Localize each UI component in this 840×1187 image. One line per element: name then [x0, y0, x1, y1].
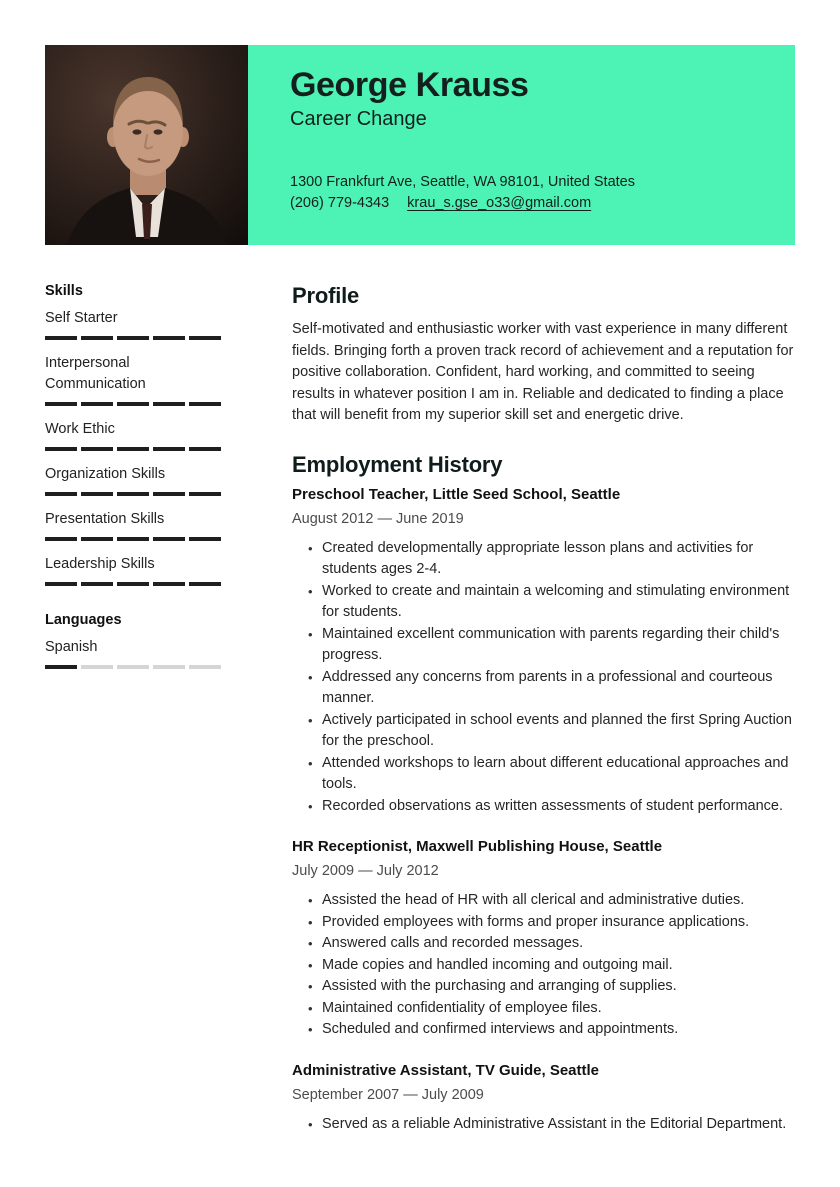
job-title: HR Receptionist, Maxwell Publishing House, Seattle [292, 838, 663, 855]
skill-level-segment [153, 336, 185, 340]
profile-text: Self-motivated and enthusiastic worker with vast experience in many different fields. Bringing forth a proven track record of achievement and a reputation for positive collaboration. Confident, hard working, and committed to seeing results in whatever position I am in. Reliable and dedicated to finding a place that will benefit from my superior skill set and energetic drive. [292, 321, 794, 423]
skill-label: Work Ethic [45, 421, 115, 437]
skill-level-segment [117, 402, 149, 406]
skill-level-segment [45, 447, 77, 451]
skill-label: Leadership Skills [45, 556, 155, 572]
contact-address: 1300 Frankfurt Ave, Seattle, WA 98101, United States [290, 174, 635, 190]
skill-item [45, 464, 221, 496]
job-bullet: • Scheduled and confirmed interviews and appointments. [292, 1019, 795, 1041]
skill-level-bar [45, 582, 221, 586]
skill-level-segment [189, 582, 221, 586]
skill-item [45, 353, 221, 406]
skill-label: Presentation Skills [45, 511, 165, 527]
skill-level-segment [153, 537, 185, 541]
contact-email-link[interactable]: krau_s.gse_o33@gmail.com [407, 195, 592, 211]
candidate-title: Career Change [290, 108, 427, 130]
skill-level-segment [117, 582, 149, 586]
skill-level-bar [45, 447, 221, 451]
job-dates: August 2012 — June 2019 [292, 510, 464, 527]
portrait-illustration [45, 45, 248, 245]
job-entry [292, 838, 795, 1041]
candidate-name: George Krauss [290, 66, 529, 104]
job-entry [292, 1062, 795, 1136]
jobs-list [292, 486, 795, 1136]
job-bullet: • Maintained confidentiality of employee files. [292, 998, 795, 1020]
skill-level-segment [45, 336, 77, 340]
skill-level-segment [189, 336, 221, 340]
resume-header [45, 45, 795, 245]
skill-level-bar [45, 336, 221, 340]
skill-item [45, 637, 221, 669]
skill-level-bar [45, 537, 221, 541]
skills-section [45, 283, 221, 586]
skill-level-segment [189, 492, 221, 496]
languages-list [45, 637, 221, 669]
profile-heading: Profile [292, 283, 360, 308]
content-columns [45, 283, 795, 1156]
skill-level-segment [117, 336, 149, 340]
job-bullet: • Worked to create and maintain a welcoming and stimulating environment for students. [292, 581, 795, 624]
job-bullets [292, 1114, 795, 1136]
profile-photo [45, 45, 248, 245]
languages-heading: Languages [45, 612, 122, 628]
skill-item [45, 509, 221, 541]
header-info [248, 45, 665, 245]
job-entry [292, 486, 795, 818]
skill-level-segment [153, 492, 185, 496]
skill-level-bar [45, 665, 221, 669]
skill-level-segment [117, 665, 149, 669]
skill-level-segment [45, 492, 77, 496]
job-bullet: • Recorded observations as written assessments of student performance. [292, 796, 795, 818]
job-bullet: • Maintained excellent communication with parents regarding their child's progress. [292, 624, 795, 667]
job-bullet: • Actively participated in school events and planned the first Spring Auction for the preschool. [292, 710, 795, 753]
job-bullets [292, 890, 795, 1041]
job-bullet: • Attended workshops to learn about different educational approaches and tools. [292, 753, 795, 796]
job-title: Preschool Teacher, Little Seed School, Seattle [292, 485, 621, 503]
skill-level-segment [81, 492, 113, 496]
sidebar [45, 283, 221, 1156]
skill-label: Self Starter [45, 310, 118, 326]
job-bullet: • Made copies and handled incoming and outgoing mail. [292, 955, 795, 977]
skill-level-segment [81, 402, 113, 406]
job-bullet: • Provided employees with forms and proper insurance applications. [292, 912, 795, 934]
job-dates: July 2009 — July 2012 [292, 863, 439, 879]
skill-level-segment [45, 402, 77, 406]
skill-level-segment [153, 665, 185, 669]
skill-level-bar [45, 492, 221, 496]
job-bullets [292, 538, 795, 818]
job-bullet: • Assisted with the purchasing and arranging of supplies. [292, 976, 795, 998]
skill-level-segment [189, 447, 221, 451]
skill-level-segment [45, 537, 77, 541]
skill-level-segment [81, 336, 113, 340]
job-dates: September 2007 — July 2009 [292, 1086, 484, 1103]
job-bullet: • Addressed any concerns from parents in a professional and courteous manner. [292, 667, 795, 710]
contact-block [290, 172, 635, 214]
skill-level-segment [117, 447, 149, 451]
contact-phone: (206) 779-4343 [290, 195, 390, 211]
skill-level-segment [45, 582, 77, 586]
skill-level-segment [117, 537, 149, 541]
skill-level-segment [153, 447, 185, 451]
skill-level-segment [117, 492, 149, 496]
skill-label: Spanish [45, 639, 98, 655]
skill-item [45, 308, 221, 340]
job-bullet: • Answered calls and recorded messages. [292, 933, 795, 955]
job-title: Administrative Assistant, TV Guide, Seattle [292, 1061, 600, 1079]
skill-item [45, 419, 221, 451]
skill-level-segment [189, 402, 221, 406]
main-column [292, 283, 795, 1156]
languages-section [45, 612, 221, 669]
employment-heading: Employment History [292, 451, 503, 477]
skill-level-segment [189, 537, 221, 541]
skill-level-segment [189, 665, 221, 669]
skill-level-segment [153, 582, 185, 586]
job-bullet: • Created developmentally appropriate lesson plans and activities for students ages 2-4. [292, 538, 795, 581]
skill-level-segment [45, 665, 77, 669]
skill-level-segment [81, 665, 113, 669]
skills-heading: Skills [45, 283, 83, 299]
skill-level-segment [81, 582, 113, 586]
job-bullet: • Assisted the head of HR with all clerical and administrative duties. [292, 890, 795, 912]
skill-label: Interpersonal Communication [45, 355, 146, 392]
skill-level-segment [153, 402, 185, 406]
skill-label: Organization Skills [45, 466, 166, 482]
skill-level-bar [45, 402, 221, 406]
skill-item [45, 554, 221, 586]
job-bullet: • Served as a reliable Administrative Assistant in the Editorial Department. [292, 1114, 795, 1136]
skills-list [45, 308, 221, 586]
skill-level-segment [81, 447, 113, 451]
skill-level-segment [81, 537, 113, 541]
